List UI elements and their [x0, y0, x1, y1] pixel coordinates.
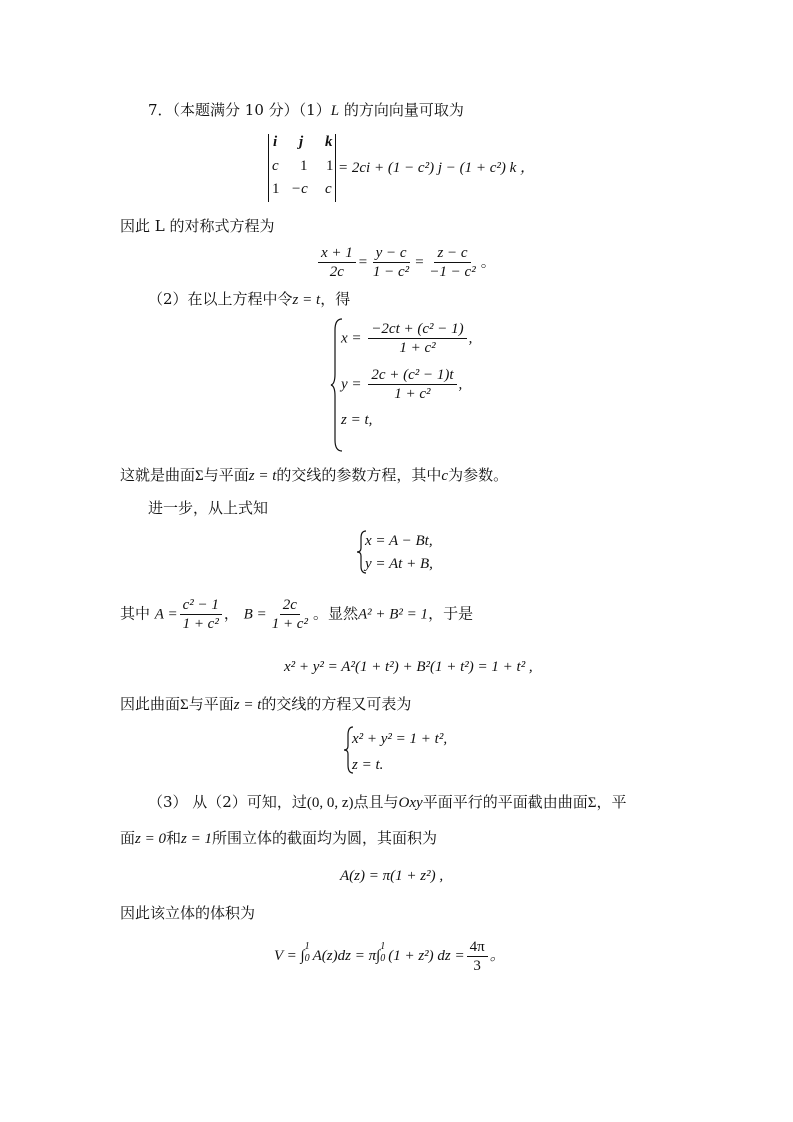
paragraph-cross-section	[120, 828, 437, 849]
A-lhs: A =	[154, 606, 178, 623]
p9-z1: z = 1	[181, 831, 212, 847]
det-r1c3: k	[325, 134, 333, 150]
B-den: 1 + c²	[271, 616, 308, 632]
p6-b: 。显然	[312, 604, 358, 623]
eq1-den3: −1 − c²	[429, 264, 476, 280]
cross-product-result: = 2ci + (1 − c²) j − (1 + c²) k ，	[338, 160, 536, 176]
det-r1c1: i	[273, 134, 278, 150]
equation-area: A(z) = π(1 + z²) ,	[340, 868, 444, 884]
equation-sum-squares: x² + y² = A²(1 + t²) + B²(1 + t²) = 1 + t² ,	[284, 659, 533, 675]
p4-cvar: c	[441, 468, 449, 484]
var-L: L	[330, 103, 340, 119]
sigma-symbol-3: Σ	[587, 795, 597, 811]
p9-c: 所围立体的截面均为圆，其面积为	[211, 829, 437, 847]
eq1-num1: x + 1	[318, 244, 356, 263]
p4-d: 为参数。	[448, 466, 509, 484]
p4-c: 的交线的参数方程，其中	[276, 466, 442, 484]
eq1-num3: z − c	[434, 244, 470, 263]
p8-point: (0, 0, z)	[306, 795, 354, 811]
equation-volume	[274, 934, 505, 974]
eq1-den2: 1 − c²	[372, 264, 410, 280]
sys2-line1: x = A − Bt,	[365, 533, 433, 549]
p6-c: ，于是	[428, 604, 474, 623]
p8-b: 点且与	[353, 793, 399, 811]
det-r3c2: −c	[291, 181, 308, 197]
paragraph-volume: 因此该立体的体积为	[120, 904, 256, 922]
det-r2c3: 1	[326, 158, 334, 174]
sys1-y: y = $\frac{\text{2c + (c² − 1)t}}{\text{1 + c²}}$ ,	[341, 367, 463, 402]
sys1-x-num: −2ct + (c² − 1)	[368, 320, 466, 339]
paragraph-param-eq	[120, 465, 508, 486]
part2-tail: ，得	[320, 290, 351, 308]
p8-d: ，平	[596, 793, 627, 811]
eq4-lower1: 0	[304, 952, 310, 964]
part2-expr: z = t	[292, 292, 321, 308]
p8-c: 平面平行的平面截由曲面	[422, 793, 588, 811]
part2-text: （2）在以上方程中令	[148, 290, 293, 308]
p7-c: 的交线的方程又可表为	[261, 695, 412, 713]
p9-b: 和	[165, 829, 181, 847]
eq4-frac-num: 4π	[467, 938, 488, 957]
A-num: c² − 1	[180, 596, 222, 615]
p8-a: （3） 从（2）可知，过	[148, 793, 307, 811]
B-num: 2c	[280, 596, 300, 615]
sigma-symbol: Σ	[195, 468, 204, 484]
det-r1c2: j	[299, 134, 304, 150]
det-r3c3: c	[325, 181, 332, 197]
sys1-x-den: 1 + c²	[399, 340, 436, 356]
sys1-y-num: 2c + (c² − 1)t	[368, 366, 456, 385]
p7-b: 与平面	[188, 695, 234, 713]
B-lhs: B =	[243, 606, 267, 623]
eq4-lhs: V = ∫	[274, 947, 305, 964]
paragraph-define-AB	[120, 596, 473, 633]
problem-heading	[148, 100, 464, 121]
eq4-frac-den: 3	[473, 958, 481, 974]
paragraph-part3	[148, 792, 626, 813]
paragraph-part2	[148, 289, 350, 310]
p6-a: 其中	[120, 604, 151, 623]
heading-text: 7．（本题满分 10 分）（1）	[148, 101, 331, 119]
eq4-lower2: 0	[380, 952, 386, 964]
symmetric-equation: $\frac{x + 1}{2c}$ = $\frac{y - c}{\text{1 − c²}}$ = $\frac{z - c}{\text{−1 − c²}}$ 。	[316, 244, 496, 281]
p6-sep: ，	[223, 604, 239, 623]
eq1-num2: y − c	[373, 244, 410, 263]
paragraph-symmetric: 因此 L 的对称式方程为	[120, 217, 275, 235]
eq1-end: 。	[480, 252, 496, 271]
eq4-mid: A(z)dz = π∫	[312, 947, 381, 964]
sys3-line2: z = t.	[352, 757, 384, 773]
sys1-y-lhs: y =	[341, 376, 362, 393]
sys3-line1: x² + y² = 1 + t²,	[352, 731, 448, 747]
paragraph-intersection	[120, 694, 411, 715]
eq4-upper2: 1	[380, 940, 386, 952]
eq1-den1: 2c	[329, 264, 344, 280]
eq4-rest: (1 + z²) dz =	[388, 947, 465, 964]
eq4-end: 。	[489, 947, 505, 964]
sys1-y-den: 1 + c²	[394, 386, 431, 402]
p6-expr: A² + B² = 1	[357, 606, 429, 623]
heading-tail: 的方向向量可取为	[339, 101, 464, 119]
determinant	[268, 134, 336, 202]
p4-expr: z = t	[248, 468, 277, 484]
p9-a: 面	[120, 829, 136, 847]
sys2-line2: y = At + B,	[365, 556, 433, 572]
sys1-z: z = t,	[341, 412, 373, 428]
sys1-x: x = $\frac{\text{−2ct + (c² − 1)}}{\text{1 + c²}}$ ,	[341, 321, 473, 356]
paragraph-further: 进一步，从上式知	[148, 499, 269, 517]
p4-b: 与平面	[203, 466, 249, 484]
p4-a: 这就是曲面	[120, 466, 196, 484]
A-den: 1 + c²	[182, 616, 219, 632]
det-r3c1: 1	[272, 181, 280, 197]
eq4-upper1: 1	[304, 940, 310, 952]
det-r2c2: 1	[300, 158, 308, 174]
p7-a: 因此曲面	[120, 695, 181, 713]
p9-z0: z = 0	[135, 831, 166, 847]
p8-oxy: Oxy	[398, 795, 423, 811]
sys1-x-lhs: x =	[341, 330, 362, 347]
sigma-symbol-2: Σ	[180, 697, 189, 713]
det-r2c1: c	[272, 158, 279, 174]
p7-expr: z = t	[233, 697, 262, 713]
